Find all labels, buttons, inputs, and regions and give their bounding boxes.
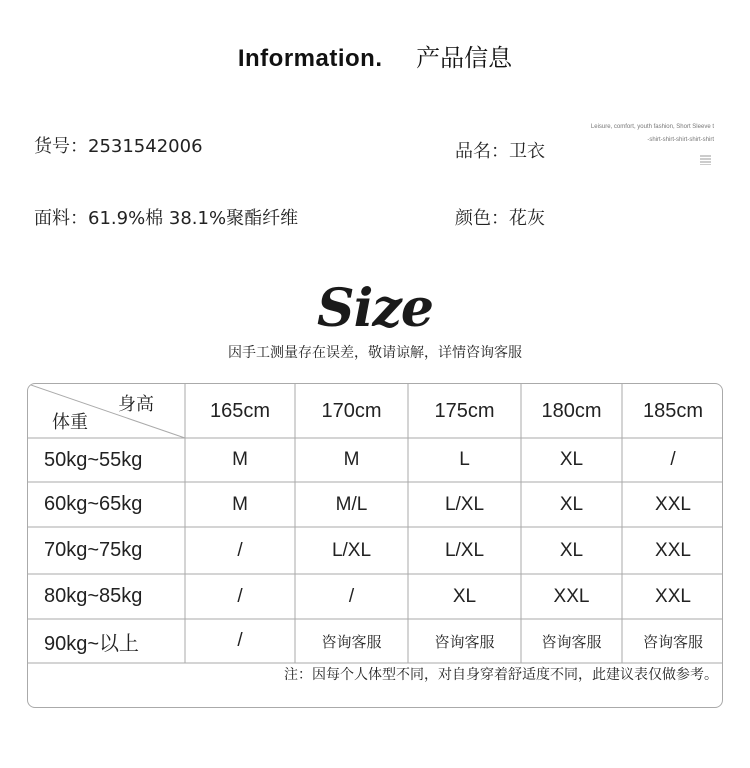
height-header-170: 170cm — [321, 399, 382, 422]
size-cell: XL — [452, 585, 477, 607]
color-text: 颜色：花灰 — [455, 208, 545, 229]
size-cell: M — [232, 449, 248, 470]
size-cell: M — [232, 493, 248, 515]
size-cell: XXL — [655, 493, 691, 515]
size-cell: XXL — [655, 585, 691, 607]
height-header-175: 175cm — [434, 399, 495, 422]
weight-cell: 60kg~65kg — [44, 493, 143, 515]
size-title: Size — [317, 278, 433, 339]
size-cell: XXL — [655, 539, 691, 561]
weight-cell: 90kg~以上 — [44, 632, 140, 655]
height-header-185: 185cm — [642, 399, 704, 422]
info-heading — [0, 38, 750, 73]
size-cell: XL — [559, 449, 584, 470]
product-name-text: 品名：卫衣 — [455, 141, 545, 162]
weight-cell: 70kg~75kg — [44, 539, 143, 561]
size-cell: 咨询客服 — [434, 632, 495, 651]
size-cell: / — [237, 630, 243, 651]
weight-cell: 50kg~55kg — [44, 448, 143, 471]
heading-cn: 产品信息 — [416, 44, 513, 72]
height-header-180: 180cm — [541, 399, 602, 422]
size-cell: M/L — [335, 493, 368, 515]
size-cell: XL — [559, 539, 584, 561]
size-cell: / — [670, 449, 676, 470]
list-lines-icon — [700, 155, 712, 165]
size-cell: L/XL — [331, 539, 372, 561]
size-cell: L/XL — [444, 539, 485, 561]
size-cell: XXL — [553, 585, 590, 607]
size-cell: 咨询客服 — [541, 632, 602, 651]
size-cell: / — [348, 585, 355, 607]
sku-text: 货号：2531542006 — [34, 136, 203, 157]
table-footnote: 注：因每个人体型不同，对自身穿着舒适度不同，此建议表仅做参考。 — [284, 667, 718, 683]
heading-en: Information. — [237, 45, 383, 72]
decor-line-1: Leisure, comfort, youth fashion, Short Sleeve t — [590, 124, 714, 130]
corner-weight-label: 体重 — [52, 412, 88, 433]
weight-cell: 80kg~85kg — [44, 585, 143, 607]
fabric-text: 面料：61.9%棉 38.1%聚酯纤维 — [34, 208, 299, 229]
size-cell: L/XL — [444, 493, 485, 515]
height-header-165: 165cm — [209, 399, 271, 422]
size-cell: / — [237, 585, 243, 607]
size-note: 因手工测量存在误差，敬请谅解，详情咨询客服 — [228, 345, 522, 361]
size-cell: 咨询客服 — [642, 632, 703, 651]
size-cell: M — [343, 449, 360, 470]
size-cell: 咨询客服 — [321, 632, 382, 651]
size-cell: XL — [559, 493, 584, 515]
size-table — [27, 383, 723, 708]
corner-height-label: 身高 — [118, 394, 154, 415]
size-cell: / — [237, 539, 243, 561]
decor-line-2: -shirt-shirt-shirt-shirt-shirt — [647, 137, 714, 143]
size-cell: L — [459, 449, 470, 470]
